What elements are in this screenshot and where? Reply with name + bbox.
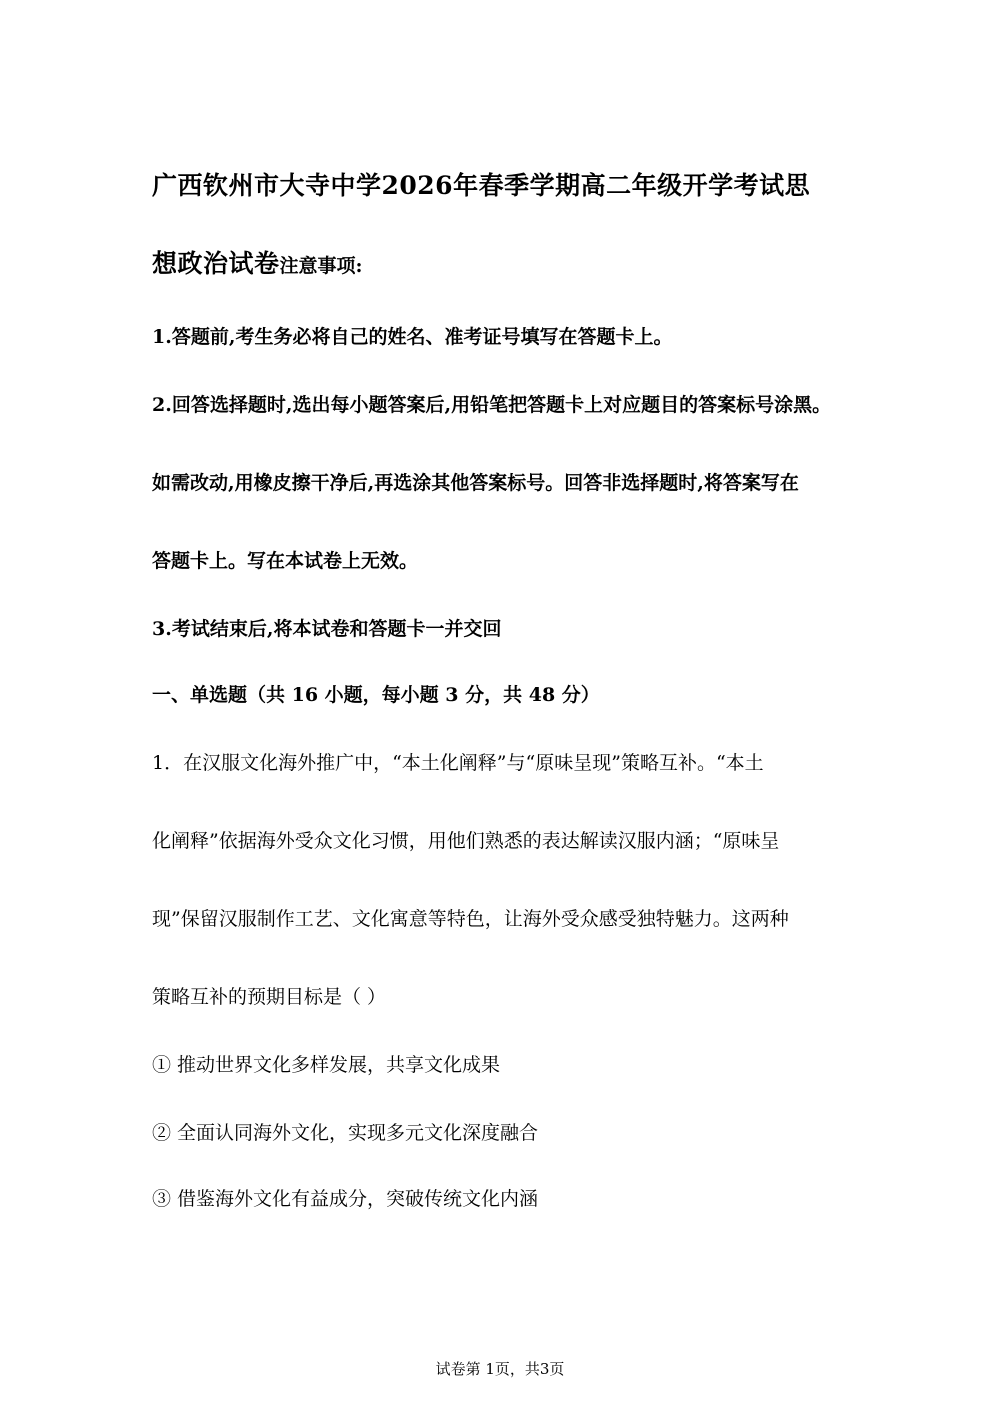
instruction-line: 3.考试结束后,将本试卷和答题卡一并交回 — [152, 618, 502, 640]
notice-heading: 注意事项: — [279, 255, 363, 277]
exam-title-line-2: 想政治试卷 — [152, 249, 280, 278]
instruction-line: 2.回答选择题时,选出每小题答案后,用铅笔把答题卡上对应题目的答案标号涂黑。 — [152, 394, 832, 416]
instruction-line: 1.答题前,考生务必将自己的姓名、准考证号填写在答题卡上。 — [152, 326, 673, 348]
question-text-line: 1．在汉服文化海外推广中，“本土化阐释”与“原味呈现”策略互补。“本土 — [152, 752, 764, 774]
instruction-line: 如需改动,用橡皮擦干净后,再选涂其他答案标号。回答非选择题时,将答案写在 — [152, 472, 799, 494]
question-option: ① 推动世界文化多样发展，共享文化成果 — [152, 1054, 501, 1076]
question-text-line: 策略互补的预期目标是（ ） — [152, 986, 387, 1008]
exam-title-line-1: 广西钦州市大寺中学2026年春季学期高二年级开学考试思 — [152, 171, 811, 200]
exam-title-line-2-row — [152, 244, 880, 280]
question-text-line: 化阐释”依据海外受众文化习惯，用他们熟悉的表达解读汉服内涵；“原味呈 — [152, 830, 780, 852]
page-footer: 试卷第 1页，共3页 — [435, 1360, 565, 1378]
section-heading: 一、单选题（共 16 小题，每小题 3 分，共 48 分） — [152, 684, 600, 706]
question-option: ② 全面认同海外文化，实现多元文化深度融合 — [152, 1122, 539, 1144]
instruction-line: 答题卡上。写在本试卷上无效。 — [152, 550, 419, 572]
question-text-line: 现”保留汉服制作工艺、文化寓意等特色，让海外受众感受独特魅力。这两种 — [152, 908, 789, 930]
question-option: ③ 借鉴海外文化有益成分，突破传统文化内涵 — [152, 1188, 539, 1210]
